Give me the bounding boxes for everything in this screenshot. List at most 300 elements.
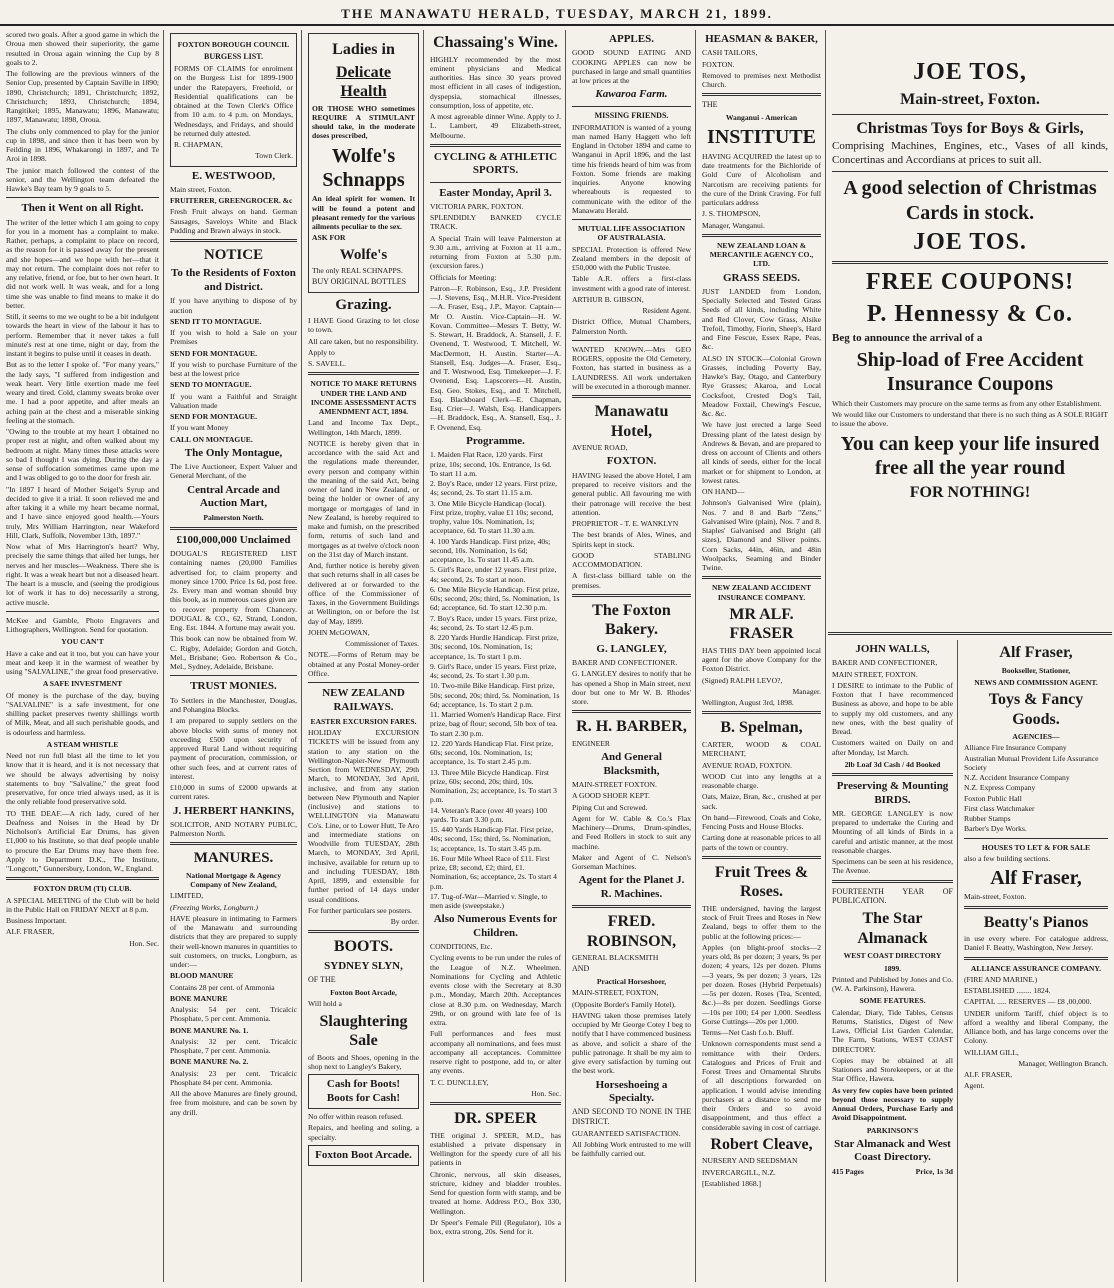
fred-opp: (Opposite Border's Family Hotel). bbox=[572, 999, 676, 1009]
sports-place: VICTORIA PARK, FOXTON. bbox=[430, 201, 524, 211]
barber-eng: ENGINEER bbox=[572, 738, 610, 748]
mutual-office: District Office, Mutual Chambers, Palmerston North. bbox=[572, 317, 691, 336]
club-text: A SPECIAL MEETING of the Club will be held in the Public Hall on FRIDAY NEXT at 8 p.m. bbox=[6, 895, 159, 914]
planet-heading: Agent for the Planet J. R. Machines. bbox=[578, 874, 685, 900]
toys-heading: Toys & Fancy Goods. bbox=[988, 691, 1084, 728]
tax-sign: JOHN McGOWAN, bbox=[308, 627, 370, 637]
sports-heading: CYCLING & ATHLETIC SPORTS. bbox=[433, 150, 558, 177]
manures-ltd: LIMITED, bbox=[170, 891, 204, 901]
club-title: FOXTON DRUM (TI) CLUB. bbox=[33, 884, 132, 894]
wine-text: HIGHLY recommended by the most eminent physicians and Medical authorities. Has since 30 years proved most efficient in all cases of indigestion, dyspepsia, stomachical illnesses, consumption, loss of appetite, etc. bbox=[430, 54, 561, 110]
ship-text: We would like our Customers to understand that there is no such thing as A SOLE RIGHT to issue the above. bbox=[832, 410, 1108, 429]
apples-farm: Kawaroa Farm. bbox=[595, 88, 668, 101]
programme-item: 14. Veteran's Race (over 40 years) 100 yards. To start 3.30 p.m. bbox=[430, 805, 547, 824]
bakery-trade: BAKER AND CONFECTIONER. bbox=[572, 658, 678, 668]
mutual-heading: MUTUAL LIFE ASSOCIATION OF AUSTRALASIA. bbox=[577, 224, 686, 243]
alm-heading: Star Almanack and West Coast Directory. bbox=[834, 1137, 951, 1164]
column-8 bbox=[960, 640, 1112, 1282]
article-heading: A STEAM WHISTLE bbox=[46, 739, 119, 749]
westwood-addr: Main street, Foxton. bbox=[170, 184, 232, 194]
rail-text: HOLIDAY EXCURSION TICKETS will be issued from any station to any station on the Wellington-Napier-New Plymouth Section from WEDNESDAY, 29th March, to MONDAY, 3rd April, inclusive, and from any station between New Plymouth and Napier (inclusive) and stations to WELLINGTON via Manawatu Co's. Line, or to Lower Hutt, Te Aro and intermediate stations on Woodville from TUESDAY, 28th March, to MONDAY, 3rd April, inclusive, available for return up to and including TUESDAY, 18th April, 1899, and extensible for further period of 14 days under usual conditions. bbox=[308, 728, 419, 904]
boots-cash: Boots for Cash! bbox=[326, 1091, 401, 1104]
montague-heading: Central Arcade and Auction Mart, bbox=[187, 483, 280, 510]
fruit-prices: Apples (on blight-proof stocks—2 years old, 8s per dozen; 3 years, 9s per dozen; 4 years, 12s per dozen. Plums—3 years, 9s per dozen; 3 years, 12s per dozen. Roses (Hybrid Perpetuals)—5s per dozen. Roses (Tea, Scented, &c.)—8s per dozen. Seedlings Gorse—10s per 100; £4 per 1,000. Seedless Gorse Cuttings—20s per 1,000. bbox=[702, 942, 821, 1026]
montague-text: The Live Auctioneer, Expert Valuer and General Merchant, of the bbox=[170, 462, 297, 481]
tax-note: NOTE.—Forms of Return may be obtained at any Postal Money-order Office. bbox=[308, 650, 419, 678]
alm-pub: FOURTEENTH YEAR OF PUBLICATION. bbox=[832, 886, 953, 906]
alliance-cap: CAPITAL ..... RESERVES — £8 ,00,000. bbox=[964, 997, 1092, 1007]
boots-end: Foxton Boot Arcade. bbox=[308, 1145, 419, 1166]
sports-track: SPLENDIDLY BANKED CYCLE TRACK. bbox=[430, 213, 561, 232]
sports-officials-text: Patron—F. Robinson, Esq., J.P. President—J. Stevens, Esq., M.H.R. Vice-President—A. Fraser, Esq., J.P., Mayor. Captain—Mr O. Austin. Vice-Captain—H. W. Kovan. Committee—Messrs T. Betty, W. S. Stewart, H. Braddock, A. Stansell, J. F. Ovenend, T. Westwood, T. Mitchell, W. MacDermott, H. Austin. Starter—A. Stansell, Esq. Judges—A. Fraser, Esq., and T. Westwood, Esq. Timekeeper—J. F. Ovenend, Esq. Lapscorers—H. Austin, Esq. Geo. Stokes, Esq., and T. Mitchell, Esq. Blackboard Clerk—E. Chapman, Esq. Crier—J. Walsh, Esq. Handicappers—H. Braddock, Esq., A. Stansell, Esq., J. F. Ovenend, Esq. bbox=[430, 283, 561, 432]
westwood-name: E. WESTWOOD, bbox=[191, 169, 276, 182]
xmas-text: Comprising Machines, Engines, etc., Vases of all kinds, Concertinas and Accordians at prices to suit all. bbox=[832, 140, 1108, 166]
fred-text: HAVING taken those premises lately occupied by Mr George Cotey I beg to notify that I have commenced business as above, and solicit a share of the public patronage. It shall be my aim to give every satisfaction by turning out the best work. bbox=[572, 1010, 691, 1076]
column-2 bbox=[166, 30, 302, 1282]
divider bbox=[828, 632, 1112, 635]
article-text: "In 1897 I heard of Mother Seigel's Syrup and decided to give it a trial. It soon relieved me and after taking it a while my heart became normal, and I have since enjoyed good health.—Yours truly, Mrs William Harrington, near Wakeford Hill, Clark, Suffolk, November 13th, 1897." bbox=[6, 484, 159, 540]
boots-text: Repairs, and heeling and soling, a specialty. bbox=[308, 1123, 419, 1142]
programme-item: 4. 100 Yards Handicap. First prize, 40s; second, 10s. Nomination, 1s 6d; acceptance, 1s. To start 11.45 a.m. bbox=[430, 536, 551, 565]
loan-heading: NEW ZEALAND LOAN & MERCANTILE AGENCY CO., LTD. bbox=[709, 240, 814, 269]
article-heading: A SAFE INVESTMENT bbox=[42, 679, 123, 689]
hennessy-heading: P. Hennessy & Co. bbox=[866, 301, 1074, 328]
manures-item-text: Analysis: 32 per cent. Tricalcic Phosphate, 7 per cent. Ammonia. bbox=[170, 1036, 297, 1055]
column-5 bbox=[568, 30, 696, 1282]
wolfe-ask: ASK FOR bbox=[312, 233, 346, 243]
alliance-heading: ALLIANCE ASSURANCE COMPANY. bbox=[970, 963, 1102, 973]
cards-heading: A good selection of Christmas Cards in stock. bbox=[843, 177, 1097, 224]
trust-heading: TRUST MONIES. bbox=[190, 680, 277, 693]
agency-item: Alliance Fire Insurance Company bbox=[964, 743, 1067, 753]
houses-text: also a few building sections. bbox=[964, 853, 1051, 863]
hankins-heading: J. HERBERT HANKINS, bbox=[172, 804, 295, 817]
fred-end: All Jobbing Work entrusted to me will be faithfully carried out. bbox=[572, 1140, 691, 1159]
agency-item: Australian Mutual Provident Life Assurance Society bbox=[964, 753, 1099, 772]
article-text: TO THE DEAF.—A rich lady, cured of her Deafness and Noises in the Head by Dr Nicholson's Artificial Ear Drums, has given £1,000 to his Institute, so that deaf people unable to procure the Ear Drums may have them free. Apply to Department D.K., The Institute, "Longcott," Gunnersbury, London, W., England. bbox=[6, 808, 159, 874]
spelman-text: WOOD Cut into any lengths at a reasonable charge. bbox=[702, 771, 821, 790]
boots-heading: BOOTS. bbox=[333, 938, 394, 956]
conditions-heading: CONDITIONS, Etc. bbox=[430, 942, 493, 952]
manures-item: BONE MANURE No. 1. bbox=[170, 1025, 249, 1035]
fruit-terms: Terms—Net Cash f.o.b. Bluff. bbox=[702, 1028, 794, 1038]
hankins-text: SOLICITOR, AND NOTARY PUBLIC, Palmerston North. bbox=[170, 819, 297, 839]
montague-heading: Palmerston North. bbox=[203, 513, 264, 523]
article-text: "Owing to the trouble at my heart I obtained no proper rest at night, and often walked about my bedroom at night. Many times these attacks were so bad I thought I was dying. During the day a sense of suffocation sometimes came upon me and I was obliged to go to the door for fresh air. bbox=[6, 427, 159, 483]
wine-heading: Chassaing's Wine. bbox=[433, 34, 558, 51]
walls-loaf: 2lb Loaf 3d Cash / 4d Booked bbox=[844, 759, 941, 769]
programme-item: 3. One Mile Bicycle Handicap (local). First prize, trophy, value £1 10s; second, trophy, value 10s. Nomination, 1s; acceptance, 6d. To start 11.30 a.m. bbox=[430, 498, 554, 536]
programme-item: 9. Girl's Race, under 15 years. First prize, 4s; second, 2s. To start 1.30 p.m. bbox=[430, 661, 557, 681]
programme-item: 16. Four Mile Wheel Race of £11. First prize, £8; second, £2; third, £1. Nomination, 6s; acceptance, 2s. To start 4 p.m. bbox=[430, 853, 557, 891]
alf-addr: Main-street, Foxton. bbox=[964, 892, 1027, 902]
alm-text: Copies may be obtained at all Stationers and Storekeepers, or at the Star Office, Hawera. bbox=[832, 1055, 953, 1084]
article-text: The writer of the letter which I am going to copy for you in a moment has a complaint to make. Rather, perhaps, a complaint to place on record, as the reason for it is passed away for the present and she hopes—and we hope with her—that it may not return. The complaint does not refer to any relative, friend, or foe, but to her own heart. It did not work well. It was weak, and for a long time she was unable to find means to make it do better. bbox=[6, 217, 159, 310]
borough-text: FORMS OF CLAIMS for enrolment on the Burgess List for 1899-1900 under the Ratepayers, Freehold, or Residential qualifications can be obtained at the Town Clerk's Office from 10 a.m. to 4 p.m. on Mondays, Wednesdays, and Fridays, and should be returned duly attested. bbox=[174, 64, 293, 138]
inst-heading: Wanganui - American bbox=[725, 113, 798, 123]
money-text: This book can now be obtained from W. C. Rigby, Adelaide; Gordon and Gotch, Mel., Brisbane; Geo. Robertson & Co., Mel., Sydney, Adelaide, Brisbane. bbox=[170, 634, 297, 672]
notice-line: If you wish to purchase Furniture of the best at the lowest price bbox=[170, 359, 297, 379]
westwood-trade: FRUITERER, GREENGROCER. &c bbox=[170, 196, 293, 206]
speer-text: Chronic, nervous, all skin diseases, stricture, kidney and bladder troubles. Send for question form with stamp, and be treated at home. Address P.O., Box 330, Wellington. bbox=[430, 1169, 561, 1216]
cleave-town: INVERCARGILL, N.Z. bbox=[702, 1167, 776, 1177]
programme-item: 13. Three Mile Bicycle Handicap. First prize, 60s; second, 20s; third, 10s. Nomination, 2s; acceptance, 1s. To start 3 p.m. bbox=[430, 767, 557, 805]
missing-text: INFORMATION is wanted of a young man named Harry Haggett who left England in October 1894 and came to Wanganui in April 1896, and the last time his friends heard of him was from Foxton. Some friends are making inquiries. Anyone knowing whereabouts is requested to communicate with the editor of the Manawatu Herald. bbox=[572, 122, 691, 215]
agencies-list bbox=[964, 743, 1108, 833]
alf-heading: Alf Fraser, bbox=[990, 867, 1082, 890]
ladies-heading: Ladies in bbox=[332, 41, 395, 58]
birds-text: MR. GEORGE LANGLEY is now prepared to undertake the Curing and Mounting of all kinds of Birds in a careful and artistic manner, at the most reasonable charges. bbox=[832, 808, 953, 855]
borough-sign: R. CHAPMAN, bbox=[174, 140, 223, 149]
alliance-sign: WILLIAM GILL, bbox=[964, 1047, 1019, 1057]
programme-list bbox=[430, 450, 561, 910]
programme-item: 6. One Mile Bicycle Handicap. First prize, 60s; second, 20s; third, 5s. Nomination, 1s 6d; acceptance, 6d. To start 12.30 p.m. bbox=[430, 584, 560, 613]
fraser-text: HAS THIS DAY been appointed local agent for the above Company for the Foxton District. bbox=[702, 645, 821, 674]
notice-line: If you want a Faithful and Straight Valuation made bbox=[170, 391, 297, 410]
conditions-sign: T. C. DUNCLLEY, bbox=[430, 1077, 489, 1087]
mutual-sign: Resident Agent. bbox=[642, 306, 691, 316]
fred-trade: GENERAL BLACKSMITH bbox=[572, 953, 659, 963]
conditions-sign: Hon. Sec. bbox=[531, 1088, 561, 1098]
tax-sub: Land and Income Tax Dept., Wellington, 14th March, 1899. bbox=[308, 418, 419, 437]
manures-item-text: Analysis: 54 per cent. Tricalcic Phosphate, 5 per cent. Ammonia. bbox=[170, 1005, 297, 1024]
inst-sign: Manager, Wanganui. bbox=[702, 220, 765, 230]
alliance-agent: Agent. bbox=[964, 1081, 985, 1091]
cleave-est: [Established 1868.] bbox=[702, 1178, 762, 1188]
alliance-sub: (FIRE AND MARINE.) bbox=[964, 974, 1038, 984]
wanted-text: WANTED KNOWN.—Mrs GEO ROGERS, opposite the Old Cemetery, Foxton, has started in business as a LAUNDRESS. All work undertaken will be executed in a thorough manner. bbox=[572, 344, 691, 391]
club-sign: Hon. Sec. bbox=[129, 938, 159, 948]
manures-text: HAVE pleasure in intimating to Farmers of the Manawatu and surrounding districts that they are prepared to supply their well-known manures in quantities to suit customers, on trucks, Longburn, as under:— bbox=[170, 913, 297, 969]
programme-item: 8. 220 Yards Hurdle Handicap. First prize, 30s; second, 10s. Nomination, 1s; acceptance, 1s. To start 1 p.m. bbox=[430, 633, 559, 661]
money-heading: £100,000,000 Unclaimed bbox=[176, 533, 291, 546]
hotel-text: HAVING leased the above Hotel, I am prepared to receive visitors and the general public. All favouring me with their patronage will receive the best attention. bbox=[572, 470, 691, 517]
article-text: Have a cake and eat it too, but you can have your meat and keep it in the warmest of weather by using "SALVALINE," the great food preservative. bbox=[6, 648, 159, 677]
club-sign: Business Important. bbox=[6, 916, 67, 926]
hotel-stabling: GOOD STABLING ACCOMMODATION. bbox=[572, 550, 691, 569]
hennessy-text: Beg to announce the arrival of a bbox=[832, 331, 983, 344]
sports-date: Easter Monday, April 3. bbox=[439, 186, 552, 199]
westwood-text: Fresh Fruit always on hand. German Sausages, Saveloys White and Black Pudding and Brawn always in stock. bbox=[170, 207, 297, 235]
article-text: McKee and Gamble, Photo Engravers and Lithographers, Wellington. Send for quotation. bbox=[6, 615, 159, 635]
wolfe-text: An ideal spirit for women. It will be found a potent and pleasant remedy for the various ailments peculiar to the sex. bbox=[312, 194, 415, 232]
bakery-name: G. LANGLEY, bbox=[596, 642, 667, 655]
fraser-date: Wellington, August 3rd, 1898. bbox=[702, 698, 794, 708]
spelman-addr: AVENUE ROAD, FOXTON. bbox=[702, 760, 793, 770]
article-text: The clubs only commenced to play for the junior cup in 1898, and since then it has been won by Feilding in 1896, Whakarongi in 1897, and Te Aroi in 1898. bbox=[6, 126, 159, 164]
seeds-text: ALSO IN STOCK—Colonial Grown Grasses, including Poverty Bay, Hawke's Bay, Otago, and Canterbury Rye Grasses; Akaroa, and Local Cocksfoot, Crested Dog's Tail, Meadow Foxtail, Chewing's Fescue, &c. &c. bbox=[702, 353, 821, 419]
bakery-text: G. LANGLEY desires to notify that he has opened a Shop in Main street, next door but one to Mr W. B. Rhodes' store. bbox=[572, 669, 691, 707]
alm-pages: 415 Pages bbox=[832, 1166, 864, 1176]
article-text: Need not run full blast all the time to let you know that it is heard, and it is not necessary that we should be always advertising by noisy statements to buy "Salvaline," the great food preservative, for once tried always used, as it is the only reliable food preservative sold. bbox=[6, 751, 159, 807]
alliance-text: UNDER uniform Tariff, chief object is to afford a wealthy and liberal Company, the Alliance both, and has large concerns over the Colony. bbox=[964, 1008, 1108, 1046]
manures-heading: MANURES. bbox=[193, 850, 274, 867]
walls-addr: MAIN STREET, FOXTON. bbox=[832, 669, 918, 679]
notice-line: SEND TO MONTAGUE. bbox=[170, 380, 252, 390]
agencies-heading: AGENCIES— bbox=[1012, 732, 1060, 742]
walls-text: Customers waited on Daily on and after Monday, 1st March. bbox=[832, 738, 953, 757]
hotel-text: The best brands of Ales, Wines, and Spirits kept in stock. bbox=[572, 530, 691, 549]
boots-sale: Slaughtering Sale bbox=[319, 1012, 408, 1050]
grazing-name: S. SAVELL. bbox=[308, 359, 347, 369]
notice-to: To the Residents of Foxton and District. bbox=[171, 267, 296, 293]
sports-officials: Officials for Meeting: bbox=[430, 272, 497, 282]
spelman-text: Carting done at reasonable prices to all parts of the town or country. bbox=[702, 833, 821, 852]
wolfe-buy: BUY ORIGINAL BOTTLES bbox=[312, 277, 407, 287]
boots-name: SYDNEY SLYN, bbox=[324, 960, 403, 972]
montague-heading: The Only Montague, bbox=[184, 446, 283, 459]
wolfe-heading: Wolfe's bbox=[339, 246, 388, 263]
article-text: Now what of Mrs Harrington's heart? Why, precisely the same things that ailed her lungs, her nerves and her muscles—Weakness. There she is right. It was a weak heart but not a diseased heart. The heart is a muscle, and (seeing the prodigious lot of work it has to do) necessarily a strong, active muscle. bbox=[6, 542, 159, 607]
agency-item: First class Watchmaker bbox=[964, 803, 1035, 813]
joetos-addr: Main-street, Foxton. bbox=[900, 91, 1040, 109]
programme-item: 15. 440 Yards Handicap Flat. First prize, 40s; second, 15s; third, 5s. Nomination, 1s; acceptance, 1s. To start 3.45 p.m. bbox=[430, 825, 554, 853]
fred-horse: Practical Horseshoer, bbox=[596, 977, 667, 987]
conditions-text: Full performances and fees must accompany all nominations, and fees must accompany all acceptances. Committee reserve right to postpone, add to, or alter any events. bbox=[430, 1029, 561, 1076]
grazing-heading: Grazing. bbox=[335, 296, 392, 313]
ship-heading: FOR NOTHING! bbox=[909, 484, 1031, 502]
agency-item: Barber's Dye Works. bbox=[964, 824, 1027, 834]
alm-heading: The Star Almanack bbox=[857, 910, 928, 947]
masthead: THE MANAWATU HERALD, TUESDAY, MARCH 21, 1899. bbox=[0, 0, 1114, 26]
apples-text: GOOD SOUND EATING AND COOKING APPLES can now be purchased in large and small quantities at low prices at the bbox=[572, 48, 691, 86]
article-heading: YOU CAN'T bbox=[61, 637, 104, 647]
club-sign: ALF. FRASER, bbox=[6, 927, 55, 937]
missing-heading: MISSING FRIENDS. bbox=[594, 110, 669, 120]
trust-text: I am prepared to supply settlers on the above blocks with sums of money not exceeding £500 upon security of approved Rural Land without requiring payment of procuration, commission, or other such fees, and at current rates of interest. bbox=[170, 716, 297, 781]
article-text: Of money is the purchase of the day, buying "SALVALINE" is a safe investment, for one shilling packet preserves twenty shillings worth of Milk, Meat, and all such perishable goods, and is odourless and harmless. bbox=[6, 690, 159, 737]
walls-heading: JOHN WALLS, bbox=[855, 643, 930, 655]
column-1 bbox=[2, 30, 164, 1282]
seeds-text: We have just erected a large Seed Dressing plant of the latest design by Andrews & Bevan, and are prepared to dress on account of Clients and others all kinds of seeds, either for the local market or for shipment to London, at lowest rates. bbox=[702, 420, 821, 485]
fraser-sign: (Signed) RALPH LEVO?, bbox=[702, 675, 783, 685]
tax-text: NOTICE is hereby given that in accordance with the said Act and the regulations made thereunder, every person and company within the meaning of the said Act, being owner of land in New Zealand, or being the holder or owner of any mortgage or mortgages of land in New Zealand, is hereby required to make and furnish, on the prescribed form, returns of such land and mortgages as at twelve o'clock noon on the 31st day of March instant. bbox=[308, 438, 419, 559]
programme-item: 12. 220 Yards Handicap Flat. First prize, 60s; second, 10s. Nomination, 1s; acceptance, 1s. To start 2.45 p.m. bbox=[430, 738, 554, 767]
barber-gen: And General Blacksmith, bbox=[601, 751, 662, 777]
column-4 bbox=[426, 30, 566, 1282]
spelman-trade: CARTER, WOOD & COAL MERCHANT, bbox=[702, 740, 821, 759]
manures-works: (Freezing Works, Longburn.) bbox=[170, 902, 259, 912]
trust-text: £10,000 in sums of £2000 upwards at current rates. bbox=[170, 783, 297, 802]
spelman-heading: B. Spelman, bbox=[720, 719, 803, 737]
inst-sign: J. S. THOMPSON, bbox=[702, 209, 761, 219]
notice-line: SEND IT TO MONTAGUE. bbox=[170, 316, 262, 326]
article-text: Still, it seems to me we ought to be a bit indulgent towards the heart in view of the labour it has to perform. Remember that it never takes a full minute's rest at one time, night or day, from the instant it begins to pulse until it ceases in death. bbox=[6, 312, 159, 359]
notice-line: If you want Money bbox=[170, 423, 229, 433]
ship-heading: Ship-load of Free Accident Insurance Coupons bbox=[856, 349, 1084, 396]
alliance-agent: ALF. FRASER, bbox=[964, 1070, 1013, 1080]
ladies-text: OR THOSE WHO sometimes REQUIRE A STIMULANT should take, in the moderate doses prescribed, bbox=[312, 103, 415, 141]
notice-line: If you have anything to dispose of by auction bbox=[170, 296, 297, 315]
manures-company: National Mortgage & Agency Company of New Zealand, bbox=[185, 870, 282, 889]
boots-cash: Cash for Boots! bbox=[326, 1078, 401, 1091]
borough-title: FOXTON BOROUGH COUNCIL bbox=[177, 40, 290, 49]
heasman-heading: HEASMAN & BAKER, bbox=[705, 33, 818, 45]
grazing-text: I HAVE Good Grazing to let close to town. bbox=[308, 316, 419, 335]
programme-item: 11. Married Women's Handicap Race. First prize, bag of flour; second, 5lb box of tea. To start 2.30 p.m. bbox=[430, 710, 561, 738]
ladies-heading: Delicate Health bbox=[335, 63, 392, 101]
spelman-text: On hand—Firewood, Coals and Coke, Fencing Posts and House Blocks. bbox=[702, 812, 821, 831]
barber-text: Agent for W. Cable & Co.'s Flax Machinery—Drums, Drum-spindles, and Feed Rollers in stock to suit any machine. bbox=[572, 813, 691, 851]
article-heading: Then it Went on all Right. bbox=[21, 202, 144, 215]
agency-item: N.Z. Express Company bbox=[964, 783, 1036, 793]
mutual-text: SPECIAL Protection is offered New Zealand members in the deposit of £50,000 with the Public Trustee. bbox=[572, 244, 691, 273]
barber-text: Maker and Agent of C. Nelson's Gorseman Machines. bbox=[572, 852, 691, 872]
also-heading: Also Numerous Events for Children. bbox=[433, 913, 558, 939]
programme-item: 1. Maiden Flat Race, 120 yards. First prize, 10s; second, 10s. Entrance, 1s 6d. To start 11 a.m. bbox=[430, 450, 552, 478]
boots-text: of Boots and Shoes, opening in the shop next to Langley's Bakery, bbox=[308, 1052, 419, 1071]
fruit-heading: Fruit Trees & Roses. bbox=[714, 863, 809, 901]
houses-heading: HOUSES TO LET & FOR SALE bbox=[981, 842, 1091, 852]
borough-sub: BURGESS LIST. bbox=[204, 52, 263, 62]
alm-feat: SOME FEATURES. bbox=[859, 996, 926, 1006]
rail-text: For further particulars see posters. bbox=[308, 905, 412, 915]
barber-heading: R. H. BARBER, bbox=[576, 718, 687, 736]
trust-text: To Settlers in the Manchester, Douglas, and Pohangina Blocks. bbox=[170, 695, 297, 715]
hotel-heading: Manawatu Hotel, bbox=[594, 403, 669, 440]
manures-item: BLOOD MANURE bbox=[170, 971, 234, 981]
boots-text: No offer within reason refused. bbox=[308, 1112, 403, 1121]
boots-of: OF THE bbox=[308, 975, 336, 985]
money-text: DOUGAL'S REGISTERED LIST containing names (20,000 Families advertised for, to claim property and money since 1700. Price 1s 6d, post free. 2s. Every man and woman should buy this book, as in numerous cases given are to recover property from Chancery. DOUGAL & CO., 62, Strand, London, Eng. Est. 1844. A fortune may await you. bbox=[170, 549, 297, 633]
programme-item: 7. Boy's Race, under 15 years. First prize, 4s; second, 2s. To start 12.45 p.m. bbox=[430, 613, 557, 632]
fred-heading: FRED. ROBINSON, bbox=[586, 913, 677, 950]
inst-the: THE bbox=[702, 100, 718, 110]
alm-park: PARKINSON'S bbox=[866, 1125, 919, 1135]
alf-news: NEWS AND COMMISSION AGENT. bbox=[974, 677, 1098, 687]
mutual-sign: ARTHUR B. GIBSON, bbox=[572, 294, 644, 304]
heasman-town: FOXTON. bbox=[702, 59, 735, 69]
alm-feat-text: Calendar, Diary, Tide Tables, Census Returns, Statistics, Digest of New Laws, Official List Garden Calendar, The Farm, Stations, WEST COAST DIRECTORY. bbox=[832, 1007, 953, 1054]
barber-addr: MAIN-STREET FOXTON. bbox=[572, 780, 657, 790]
barber-pipe: Piping Cut and Screwed. bbox=[572, 802, 648, 812]
hotel-prop: PROPRIETOR - T. E. WANKLYN bbox=[572, 519, 679, 528]
beatty-text: in use every where. For catalogue address, Daniel F. Beatty, Washington, New Jersey. bbox=[964, 934, 1108, 953]
rail-sub: EASTER EXCURSION FARES. bbox=[310, 716, 417, 726]
agency-item: Rubber Stamps bbox=[964, 814, 1011, 824]
alm-year: 1899. bbox=[883, 963, 902, 973]
notice-heading: NOTICE bbox=[203, 247, 264, 264]
manures-item: BONE MANURE bbox=[170, 993, 228, 1003]
grazing-text: Apply to bbox=[308, 347, 335, 357]
programme-heading: Programme. bbox=[466, 434, 525, 447]
alm-heading: WEST COAST DIRECTORY bbox=[843, 951, 942, 961]
boots-will: Will hold a bbox=[308, 999, 342, 1009]
seeds-text: Johnson's Galvanised Wire (plain), Nos. 7 and 8 and Barb "Zens," Galvanised Wire (plain), Nos. 7 and 8. Staples' Galvanised and Bright (all sizes), Diamond and Sliver points. Corn Sacks, 44in, 46in, and 48in Woolpacks, Seaming and Binder Twine. bbox=[702, 498, 821, 573]
notice-line: CALL ON MONTAGUE. bbox=[170, 434, 253, 444]
programme-item: 17. Tug-of-War—Married v. Single, to men aside (sweepstake.) bbox=[430, 891, 548, 911]
fruit-text: Unknown correspondents must send a remittance with their Orders. Catalogues and Prices of Fruit and Forest Trees and Ornamental Shrubs of all descriptions forwarded on application. I would advise intending purchasers at a distance to send me their Orders and so avoid disappointment, and thus effect a considerable saving in cost of carriage. bbox=[702, 1039, 821, 1132]
birds-heading: Preserving & Mounting BIRDS. bbox=[836, 780, 949, 806]
ship-text: Which their Customers may procure on the same terms as from any other Establishment. bbox=[832, 398, 1102, 408]
inst-text: HAVING ACQUIRED the latest up to date treatments for the Bichloride of Gold Cure of Alcoholism and Narcotism are receiving patients for the cure of the Drink Craving. For full particulars address bbox=[702, 151, 821, 208]
birds-text: Specimens can be seen at his residence, The Avenue. bbox=[832, 857, 953, 876]
article-text: The following are the previous winners of the Senior Cup, presented by Captain Saville in 1890; 1890, Christchurch; 1891, Christchurch; 1892, Christchurch; 1893, Christchurch; 1894, Rangitikei; 1895, Manawatu; 1896, Manawatu; 1897, Manawatu; 1898, Oroua. bbox=[6, 69, 159, 125]
fraser-sign: Manager. bbox=[792, 686, 821, 696]
boots-arcade: Foxton Boot Arcade, bbox=[330, 988, 397, 998]
heasman-trade: CASH TAILORS, bbox=[702, 48, 758, 58]
hotel-text: A first-class billiard table on the premises. bbox=[572, 571, 691, 590]
speer-text: Dr Speer's Female Pill (Regulator), 10s a box, extra strong, 20s. Send for it. bbox=[430, 1217, 561, 1237]
inst-heading: INSTITUTE bbox=[707, 126, 816, 149]
programme-item: 10. Two-mile Bike Handicap. First prize, 50s; second, 20s; third, 5s. Nomination, 1s 6d; acceptance, 1s. To start 2 p.m. bbox=[430, 681, 560, 709]
wolfe-real: The only REAL SCHNAPPS. bbox=[312, 265, 403, 275]
notice-line: If you wish to hold a Sale on your Premises bbox=[170, 328, 297, 347]
alm-price: Price, 1s 3d bbox=[915, 1166, 953, 1176]
mutual-text: Table A.R. offers a first-class investment with a good rate of interest. bbox=[572, 274, 691, 293]
manures-item-text: Analysis: 23 per cent. Tricalcic Phosphate 84 per cent. Ammonia. bbox=[170, 1068, 297, 1087]
column-7-lower bbox=[828, 640, 958, 1282]
barber-shoe: A GOOD SHOER KEPT. bbox=[572, 791, 650, 801]
wine-text: A most agreeable dinner Wine. Apply to J. L. Lambert, 49 Elizabeth-street, Melbourne. bbox=[430, 112, 561, 140]
heasman-text: Removed to premises next Methodist Church. bbox=[702, 70, 821, 90]
fruit-text: THE undersigned, having the largest stock of Fruit Trees and Roses in New Zealand, begs to offer them to the public at the following prices:— bbox=[702, 903, 821, 941]
fraser-heading: MR ALF. FRASER bbox=[729, 605, 794, 643]
tax-text: And, further notice is hereby given that such returns shall in all cases be delivered at or forwarded to the office of the Commissioner of Taxes, in the Government Buildings at Wellington, on or before the 1st day of May, 1899. bbox=[308, 561, 419, 626]
seeds-heading: GRASS SEEDS. bbox=[722, 271, 801, 284]
sports-text: A Special Train will leave Palmerston at 9.30 a.m., arriving at Foxton at 11 a.m., returning from Foxton at 5.30 p.m. (excursion fares.) bbox=[430, 233, 561, 271]
column-6 bbox=[698, 30, 826, 1282]
cleave-trade: NURSERY AND SEEDSMAN bbox=[702, 1156, 798, 1166]
ship-heading: You can keep your life insured free all the year round bbox=[840, 432, 1100, 480]
fred-guar: GUARANTEED SATISFACTION. bbox=[572, 1128, 681, 1138]
xmas-heading: Christmas Toys for Boys & Girls, bbox=[856, 119, 1084, 137]
acc-heading: NEW ZEALAND ACCIDENT INSURANCE COMPANY. bbox=[711, 583, 812, 602]
column-7 bbox=[828, 30, 1112, 638]
agency-item: N.Z. Accident Insurance Company bbox=[964, 773, 1070, 783]
speer-text: THE original J. SPEER, M.D., has established a private dispensary in Wellington for the speedy cure of all his patients in bbox=[430, 1130, 561, 1168]
tax-sign: Commissioner of Taxes. bbox=[345, 639, 419, 649]
seeds-on: ON HAND— bbox=[702, 487, 745, 497]
seeds-text: JUST LANDED from London, Specially Selected and Tested Grass Seeds of all kinds, including White and Red Clover, Cow Grass, Alsike Trefoil, Timothy, Fiorin, Sheep's, Hard and Fine Fescue, Essex Rape, Peas, &c. bbox=[702, 286, 821, 352]
alm-text: Printed and Published by Jones and Co. (W. A. Parkinson), Hawera. bbox=[832, 974, 953, 993]
hotel-town: FOXTON. bbox=[606, 455, 657, 468]
notice-line: SEND FOR MONTAGUE. bbox=[170, 348, 257, 358]
joetos-heading: JOE TOS, bbox=[913, 59, 1027, 85]
programme-item: 2. Boy's Race, under 12 years. First prize, 4s; second, 2s. To start 11.15 a.m. bbox=[430, 479, 557, 498]
alm-text: As very few copies have been printed beyond those necessary to supply Annual Orders, Purchase Early and Avoid Disappointment. bbox=[832, 1085, 953, 1123]
walls-trade: BAKER AND CONFECTIONER, bbox=[832, 658, 938, 668]
fred-addr: MAIN-STREET, FOXTON, bbox=[572, 988, 659, 998]
coupons-heading: FREE COUPONS! bbox=[865, 269, 1075, 296]
notice-line: SEND FOR MONTAGUE. bbox=[170, 412, 257, 422]
rail-heading: NEW ZEALAND RAILWAYS. bbox=[322, 687, 405, 713]
speer-heading: DR. SPEER bbox=[454, 1110, 537, 1128]
walls-text: I DESIRE to intimate to the Public of Foxton that I have recommenced Business as above, and hope to be able to supply my old customers, and any new ones, with the best quality of Bread. bbox=[832, 680, 953, 737]
fred-spec2: AND SECOND TO NONE IN THE DISTRICT. bbox=[572, 1107, 691, 1127]
hotel-addr: AVENUE ROAD, bbox=[572, 443, 628, 453]
manures-item: BONE MANURE No. 2. bbox=[170, 1057, 249, 1067]
column-3 bbox=[304, 30, 424, 1282]
spelman-text: Oats, Maize, Bran, &c., crushed at per sack. bbox=[702, 792, 821, 811]
rail-order: By order. bbox=[390, 917, 419, 927]
alf-heading: Alf Fraser, bbox=[999, 644, 1073, 661]
agency-item: Foxton Public Hall bbox=[964, 793, 1022, 803]
article-text: But as to the letter I spoke of. "For many years," the lady says, "I suffered from indigestion and weak heart. Very little exertion made me feel weary and tired. Cold, clammy sweats broke over me. I had a poor appetite, and after meals an aching pain at the chest and a miserable sinking feeling at the stomach. bbox=[6, 360, 159, 425]
bakery-heading: The Foxton Bakery. bbox=[592, 601, 671, 639]
borough-sign: Town Clerk. bbox=[255, 151, 293, 161]
fred-and: AND bbox=[572, 964, 590, 974]
fred-spec: Horseshoeing a Specialty. bbox=[595, 1078, 668, 1105]
tax-heading: NOTICE TO MAKE RETURNS UNDER THE LAND AND INCOME ASSESSMENT ACTS AMENDMENT ACT, 1894. bbox=[310, 379, 417, 417]
beatty-heading: Beatty's Pianos bbox=[983, 913, 1089, 931]
alliance-est: ESTABLISHED ........ 1824. bbox=[964, 986, 1051, 996]
article-text: scored two goals. After a good game in which the Oroua men showed their superiority, the game resulted in Oroua again winning the Cup by 8 goals to 2. bbox=[6, 30, 159, 67]
grazing-text: All care taken, but no responsibility. bbox=[308, 336, 419, 346]
conditions-text: Cycling events to be run under the rules of the League of N.Z. Wheelmen. Nominations for Cycling and Athletic events close with the Secretary at 8.30 p.m., Monday, March 20th. Acceptances close at 8.30 p.m. on Wednesday, March 29th, or on ground with late fee of 1s extra. bbox=[430, 953, 561, 1028]
manures-text: All the above Manures are finely ground, free from moisture, and can be sown by any drill. bbox=[170, 1089, 297, 1117]
wolfe-heading: Wolfe's Schnapps bbox=[322, 144, 405, 191]
